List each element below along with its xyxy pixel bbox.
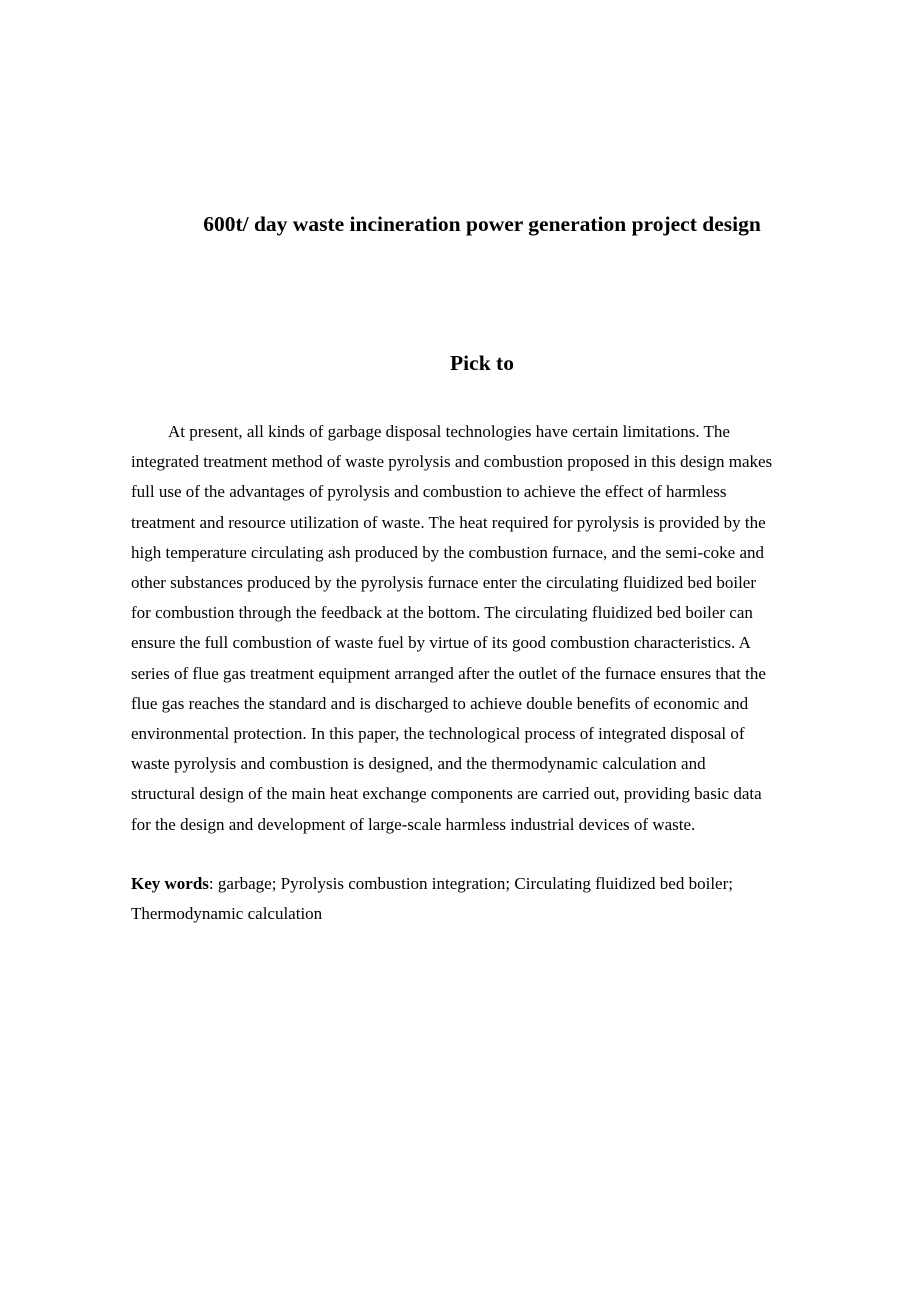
abstract-line: environmental protection. In this paper, the technological process of integrated disposal of — [131, 724, 745, 744]
abstract-line: for the design and development of large-scale harmless industrial devices of waste. — [131, 814, 696, 834]
abstract-line: flue gas reaches the standard and is discharged to achieve double benefits of economic and — [131, 693, 749, 713]
abstract-line: At present, all kinds of garbage disposal technologies have certain limitations. The — [168, 422, 730, 441]
keywords-line: Thermodynamic calculation — [131, 904, 323, 924]
keywords-block — [131, 869, 851, 929]
abstract-line: for combustion through the feedback at the bottom. The circulating fluidized bed boiler can — [131, 603, 753, 623]
abstract-line: treatment and resource utilization of waste. The heat required for pyrolysis is provided by the — [131, 512, 766, 532]
abstract-line: other substances produced by the pyrolysis furnace enter the circulating fluidized bed boiler — [131, 573, 757, 593]
abstract-line: series of flue gas treatment equipment arranged after the outlet of the furnace ensures that the — [131, 663, 766, 683]
abstract-line: full use of the advantages of pyrolysis and combustion to achieve the effect of harmless — [131, 482, 727, 502]
abstract-line: high temperature circulating ash produced by the combustion furnace, and the semi-coke and — [131, 542, 765, 562]
abstract-line: integrated treatment method of waste pyrolysis and combustion proposed in this design makes — [131, 452, 773, 472]
abstract-line: structural design of the main heat exchange components are carried out, providing basic data — [131, 784, 762, 804]
abstract-line: waste pyrolysis and combustion is designed, and the thermodynamic calculation and — [131, 754, 706, 774]
keywords-label: Key words — [131, 874, 209, 893]
document-title: 600t/ day waste incineration power generation project design — [203, 212, 761, 236]
abstract-paragraph — [131, 417, 851, 840]
keywords-line — [131, 869, 851, 899]
abstract-heading: Pick to — [450, 351, 514, 375]
keywords-text: : garbage; Pyrolysis combustion integration; Circulating fluidized bed boiler; — [208, 874, 733, 893]
abstract-line: ensure the full combustion of waste fuel by virtue of its good combustion characteristics. A — [131, 633, 751, 653]
